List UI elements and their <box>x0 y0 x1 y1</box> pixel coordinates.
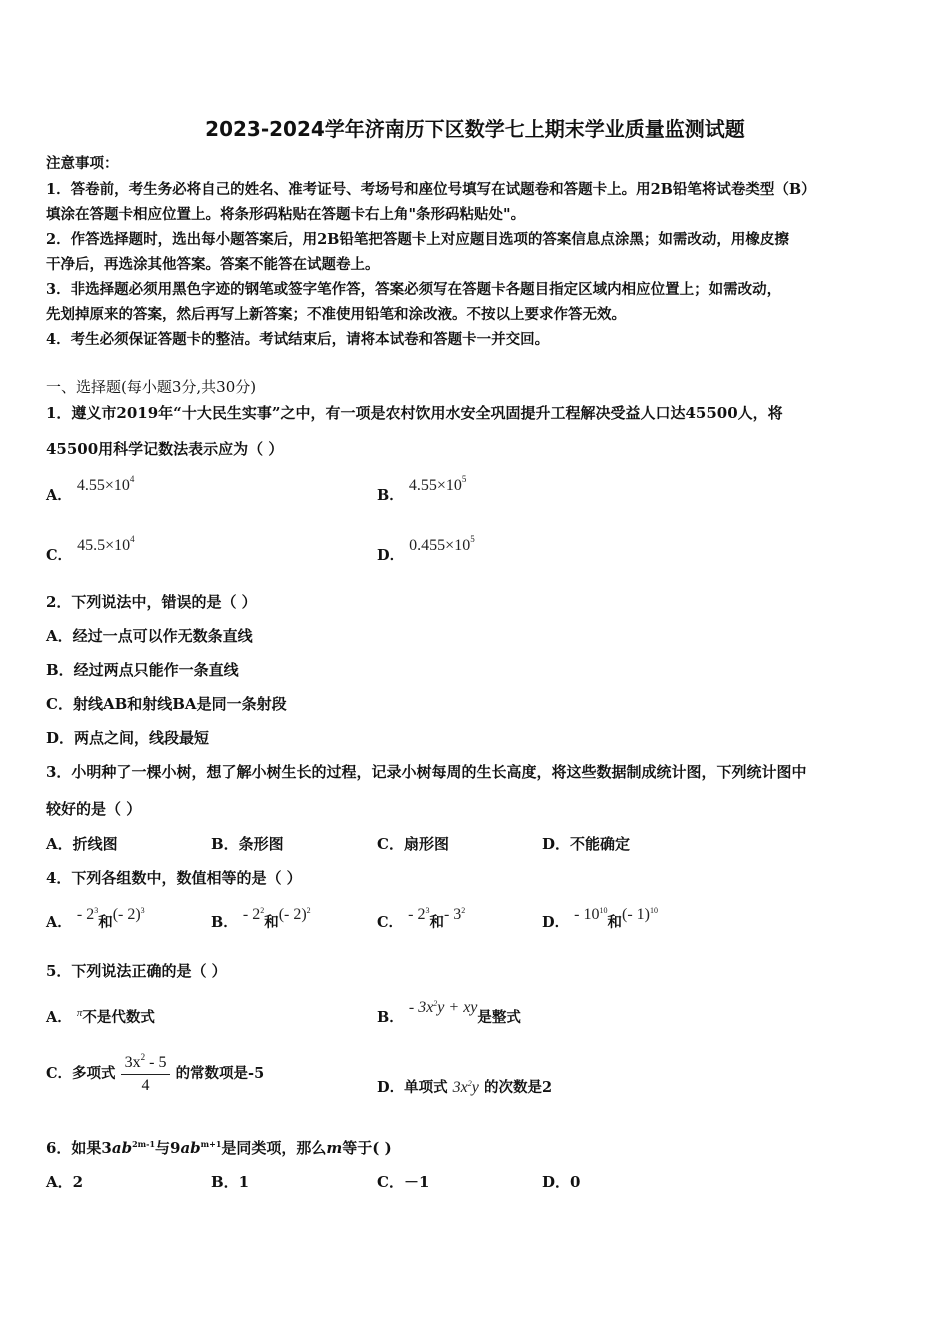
and-word: 和 <box>98 914 113 931</box>
section-heading: 一、选择题(每小题3分,共30分) <box>46 378 257 396</box>
option-label: B． <box>377 1009 404 1026</box>
option-math: - 2 <box>76 906 95 923</box>
q4-option-d <box>542 903 658 931</box>
option-text: 是整式 <box>477 1009 521 1026</box>
notice-heading: 注意事项： <box>46 155 119 172</box>
q5-option-c <box>46 1052 264 1095</box>
option-label: D．单项式 <box>377 1079 448 1096</box>
option-label: A． <box>46 1009 72 1026</box>
fraction-numerator: 3x <box>124 1054 141 1071</box>
fraction-numerator: - 5 <box>145 1054 167 1071</box>
q1-option-b <box>377 474 467 504</box>
q5-stem: 5．下列说法正确的是（ ） <box>46 962 227 980</box>
q5-option-b <box>377 996 521 1026</box>
pi-symbol: π <box>76 1007 83 1019</box>
q3-option-a: A．折线图 <box>46 835 118 853</box>
option-exponent: 3 <box>94 906 99 915</box>
option-math: 3x <box>452 1079 468 1096</box>
option-text: 不是代数式 <box>82 1009 155 1026</box>
q6-variable: m <box>326 1139 343 1157</box>
option-label: D． <box>377 547 405 564</box>
option-label: D． <box>542 914 570 931</box>
option-exponent: 5 <box>461 474 467 484</box>
fraction <box>121 1052 171 1095</box>
and-word: 和 <box>607 914 622 931</box>
q3-stem-line2: 较好的是（ ） <box>46 800 142 818</box>
q6-term: ab <box>180 1139 201 1157</box>
option-math: - 2 <box>242 906 261 923</box>
q3-option-b: B．条形图 <box>211 835 284 853</box>
q3-stem-line1: 3．小明种了一棵小树，想了解小树生长的过程，记录小树每周的生长高度，将这些数据制成统计图，下列统计图中 <box>46 763 807 781</box>
option-exponent: 2 <box>433 999 438 1008</box>
option-exponent: 2 <box>140 1052 146 1062</box>
q6-option-b: B．1 <box>211 1173 250 1191</box>
option-label: A． <box>46 487 72 504</box>
q4-stem: 4．下列各组数中，数值相等的是（ ） <box>46 869 302 887</box>
option-text: 的次数是2 <box>483 1079 553 1096</box>
q2-stem: 2．下列说法中，错误的是（ ） <box>46 593 257 611</box>
option-exponent: 10 <box>649 906 658 915</box>
q4-option-b <box>211 903 311 931</box>
q1-stem-line1: 1．遵义市2019年“十大民生实事”之中，有一项是农村饮用水安全巩固提升工程解决受益人口达45500人，将 <box>46 404 783 422</box>
and-word: 和 <box>264 914 279 931</box>
q6-option-d: D．0 <box>542 1173 581 1191</box>
q2-option-b: B．经过两点只能作一条直线 <box>46 661 239 679</box>
q5-option-a <box>46 1000 155 1026</box>
q6-stem <box>46 1137 392 1158</box>
q6-exponent: 2m-1 <box>132 1139 156 1149</box>
option-exponent: 2 <box>306 906 311 915</box>
option-math: 4.55×10 <box>408 477 462 494</box>
option-math: y + xy <box>437 999 478 1016</box>
option-exponent: 2 <box>260 906 265 915</box>
option-text: 的常数项是-5 <box>175 1065 265 1082</box>
option-math: y <box>471 1079 479 1096</box>
option-math: (- 2) <box>278 906 307 923</box>
q3-option-d: D．不能确定 <box>542 835 631 853</box>
option-exponent: 10 <box>599 906 608 915</box>
option-label: C． <box>377 914 404 931</box>
q6-stem-text: 等于( ) <box>342 1139 392 1157</box>
option-label: C． <box>46 547 73 564</box>
option-math: - 3 <box>443 906 462 923</box>
option-exponent: 2 <box>467 1079 472 1088</box>
option-exponent: 4 <box>129 474 135 484</box>
option-math: (- 2) <box>112 906 141 923</box>
option-math: 0.455×10 <box>409 537 471 554</box>
page-title: 2023-2024学年济南历下区数学七上期末学业质量监测试题 <box>205 117 745 141</box>
option-label: B． <box>211 914 238 931</box>
q1-stem-line2: 45500用科学记数法表示应为（ ） <box>46 440 284 458</box>
q6-exponent: m+1 <box>200 1139 222 1149</box>
q1-option-a <box>46 474 135 504</box>
q2-option-a: A．经过一点可以作无数条直线 <box>46 627 253 645</box>
and-word: 和 <box>429 914 444 931</box>
notice-line: 干净后，再选涂其他答案。答案不能答在试题卷上。 <box>46 256 380 273</box>
option-math: (- 1) <box>622 906 650 923</box>
q6-stem-text: 与9 <box>155 1139 181 1157</box>
notice-line: 2．作答选择题时，选出每小题答案后，用2B铅笔把答题卡上对应题目选项的答案信息点涂黑；如需改动，用橡皮擦 <box>46 231 789 248</box>
q4-option-c <box>377 903 466 931</box>
option-math: - 10 <box>574 906 600 923</box>
option-math: - 3x <box>408 999 434 1016</box>
option-exponent: 5 <box>470 534 475 544</box>
q6-stem-text: 6．如果3 <box>46 1139 112 1157</box>
notice-line: 4．考生必须保证答题卡的整洁。考试结束后，请将本试卷和答题卡一并交回。 <box>46 331 550 348</box>
notice-line: 先划掉原来的答案，然后再写上新答案；不准使用铅笔和涂改液。不按以上要求作答无效。 <box>46 306 626 323</box>
option-math: 4.55×10 <box>76 477 130 494</box>
q5-option-d <box>377 1076 552 1097</box>
option-math: - 2 <box>408 906 426 923</box>
fraction-denominator: 4 <box>141 1077 150 1094</box>
option-exponent: 3 <box>425 906 430 915</box>
option-label: C．多项式 <box>46 1065 116 1082</box>
notice-line: 填涂在答题卡相应位置上。将条形码粘贴在答题卡右上角"条形码粘贴处"。 <box>46 206 526 223</box>
q4-option-a <box>46 903 145 931</box>
notice-line: 1．答卷前，考生务必将自己的姓名、准考证号、考场号和座位号填写在试题卷和答题卡上。用2B铅笔将试卷类型（B） <box>46 181 816 198</box>
q6-option-c: C．－1 <box>377 1173 430 1191</box>
q1-option-d <box>377 534 475 564</box>
option-exponent: 3 <box>140 906 145 915</box>
q2-option-c: C．射线AB和射线BA是同一条射段 <box>46 695 287 713</box>
option-math: 45.5×10 <box>77 537 131 554</box>
q3-option-c: C．扇形图 <box>377 835 449 853</box>
q6-stem-text: 是同类项，那么 <box>221 1139 327 1157</box>
option-exponent: 4 <box>130 534 135 544</box>
option-label: B． <box>377 487 404 504</box>
q2-option-d: D．两点之间，线段最短 <box>46 729 210 747</box>
notice-line: 3．非选择题必须用黑色字迹的钢笔或签字笔作答，答案必须写在答题卡各题目指定区域内相应位置上；如需改动， <box>46 281 782 298</box>
option-exponent: 2 <box>461 906 466 915</box>
q1-option-c <box>46 534 135 564</box>
option-label: A． <box>46 914 72 931</box>
q6-option-a: A．2 <box>46 1173 84 1191</box>
q6-term: ab <box>111 1139 133 1157</box>
